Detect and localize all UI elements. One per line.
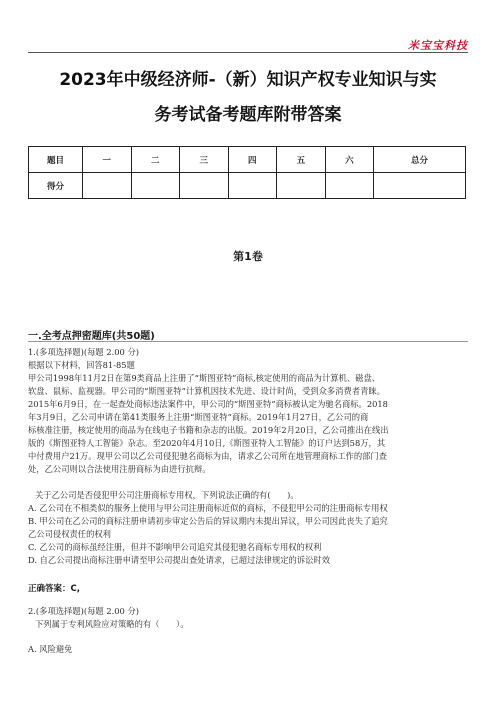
score-cell xyxy=(131,173,180,199)
score-cell xyxy=(325,173,374,199)
material-intro: 根据以下材料，回答81-85题 xyxy=(28,360,135,370)
score-cell: 六 xyxy=(325,147,374,173)
option-d: D. 自乙公司提出商标注册申请至甲公司提出查处请求，已超过法律规定的诉讼时效 xyxy=(28,555,331,565)
option-b-continued: 乙公司侵权责任的权利 xyxy=(28,529,111,539)
header-divider xyxy=(28,52,468,53)
question-header: 2.(多项选择题)(每题 2.00 分) xyxy=(28,606,139,616)
material-line: 版的《斯图亚特人工智能》杂志。至2020年4月10日,《斯图亚特人工智能》的订户达到58万，其 xyxy=(28,438,386,448)
score-cell xyxy=(277,173,326,199)
option-b: B. 甲公司在乙公司的商标注册申请初步审定公告后的异议期内未提出异议，甲公司因此丧失了追究 xyxy=(28,516,388,526)
question-stem: 关于乙公司是否侵犯甲公司注册商标专用权，下列说法正确的有( )。 xyxy=(35,490,299,500)
volume-heading: 第1卷 xyxy=(233,250,263,263)
score-cell: 四 xyxy=(228,147,277,173)
score-table-header-row xyxy=(29,147,466,173)
material-line: 甲公司1998年11月2日在第9类商品上注册了“斯图亚特”商标,核定使用的商品为计算机、磁盘、 xyxy=(28,373,381,383)
score-cell: 二 xyxy=(131,147,180,173)
section-divider xyxy=(28,341,468,342)
score-cell: 题目 xyxy=(29,147,83,173)
score-cell xyxy=(180,173,229,199)
material-line: 处，乙公司则以合法使用注册商标为由进行抗辩。 xyxy=(28,464,211,474)
score-cell: 三 xyxy=(180,147,229,173)
option-a: A. 风险避免 xyxy=(28,644,73,654)
option-c: C. 乙公司的商标虽经注册，但并不影响甲公司追究其侵犯驰名商标专用权的权利 xyxy=(28,542,322,552)
material-line: 标核准注册，核定使用的商品为在线电子书籍和杂志的出版。2019年2月20日，乙公司推出在线出 xyxy=(28,425,389,435)
score-table-score-row xyxy=(29,173,466,199)
material-line: 软盘、鼠标、监视器。甲公司的“斯图亚特”计算机因技术先进、设计时尚，受到众多消费者青睐。 xyxy=(28,386,385,396)
material-line: 中付费用户21万。现甲公司以乙公司侵犯驰名商标为由，请求乙公司所在地管理商标工作的部门查 xyxy=(28,451,388,461)
section-heading: 一.全考点押密题库(共50题) xyxy=(28,331,155,342)
brand-logo: 米宝宝科技 xyxy=(408,39,468,52)
document-title-line-1: 2023年中级经济师-（新）知识产权专业知识与实 xyxy=(59,70,437,90)
score-cell xyxy=(83,173,132,199)
question-stem: 下列属于专利风险应对策略的有（ ）。 xyxy=(35,619,189,629)
score-cell xyxy=(228,173,277,199)
score-cell: 五 xyxy=(277,147,326,173)
correct-answer: 正确答案：C, xyxy=(28,584,80,594)
material-line: 年3月9日，乙公司申请在第41类服务上注册“斯图亚特”商标。2019年1月27日，乙公司的商 xyxy=(28,412,369,422)
document-title-line-2: 务考试备考题库附带答案 xyxy=(154,105,342,125)
question-header: 1.(多项选择题)(每题 2.00 分) xyxy=(28,347,139,357)
material-line: 2015年6月9日，在一起查处商标违法案件中，甲公司的“斯图亚特”商标被认定为驰名商标。2018 xyxy=(28,399,388,409)
option-a: A. 乙公司在不相类似的服务上使用与甲公司注册商标近似的商标，不侵犯甲公司的注册商标专用权 xyxy=(28,503,388,513)
score-table xyxy=(28,146,466,199)
score-cell: 一 xyxy=(83,147,132,173)
score-cell: 得分 xyxy=(29,173,83,199)
score-cell: 总分 xyxy=(374,147,466,173)
score-cell xyxy=(374,173,466,199)
